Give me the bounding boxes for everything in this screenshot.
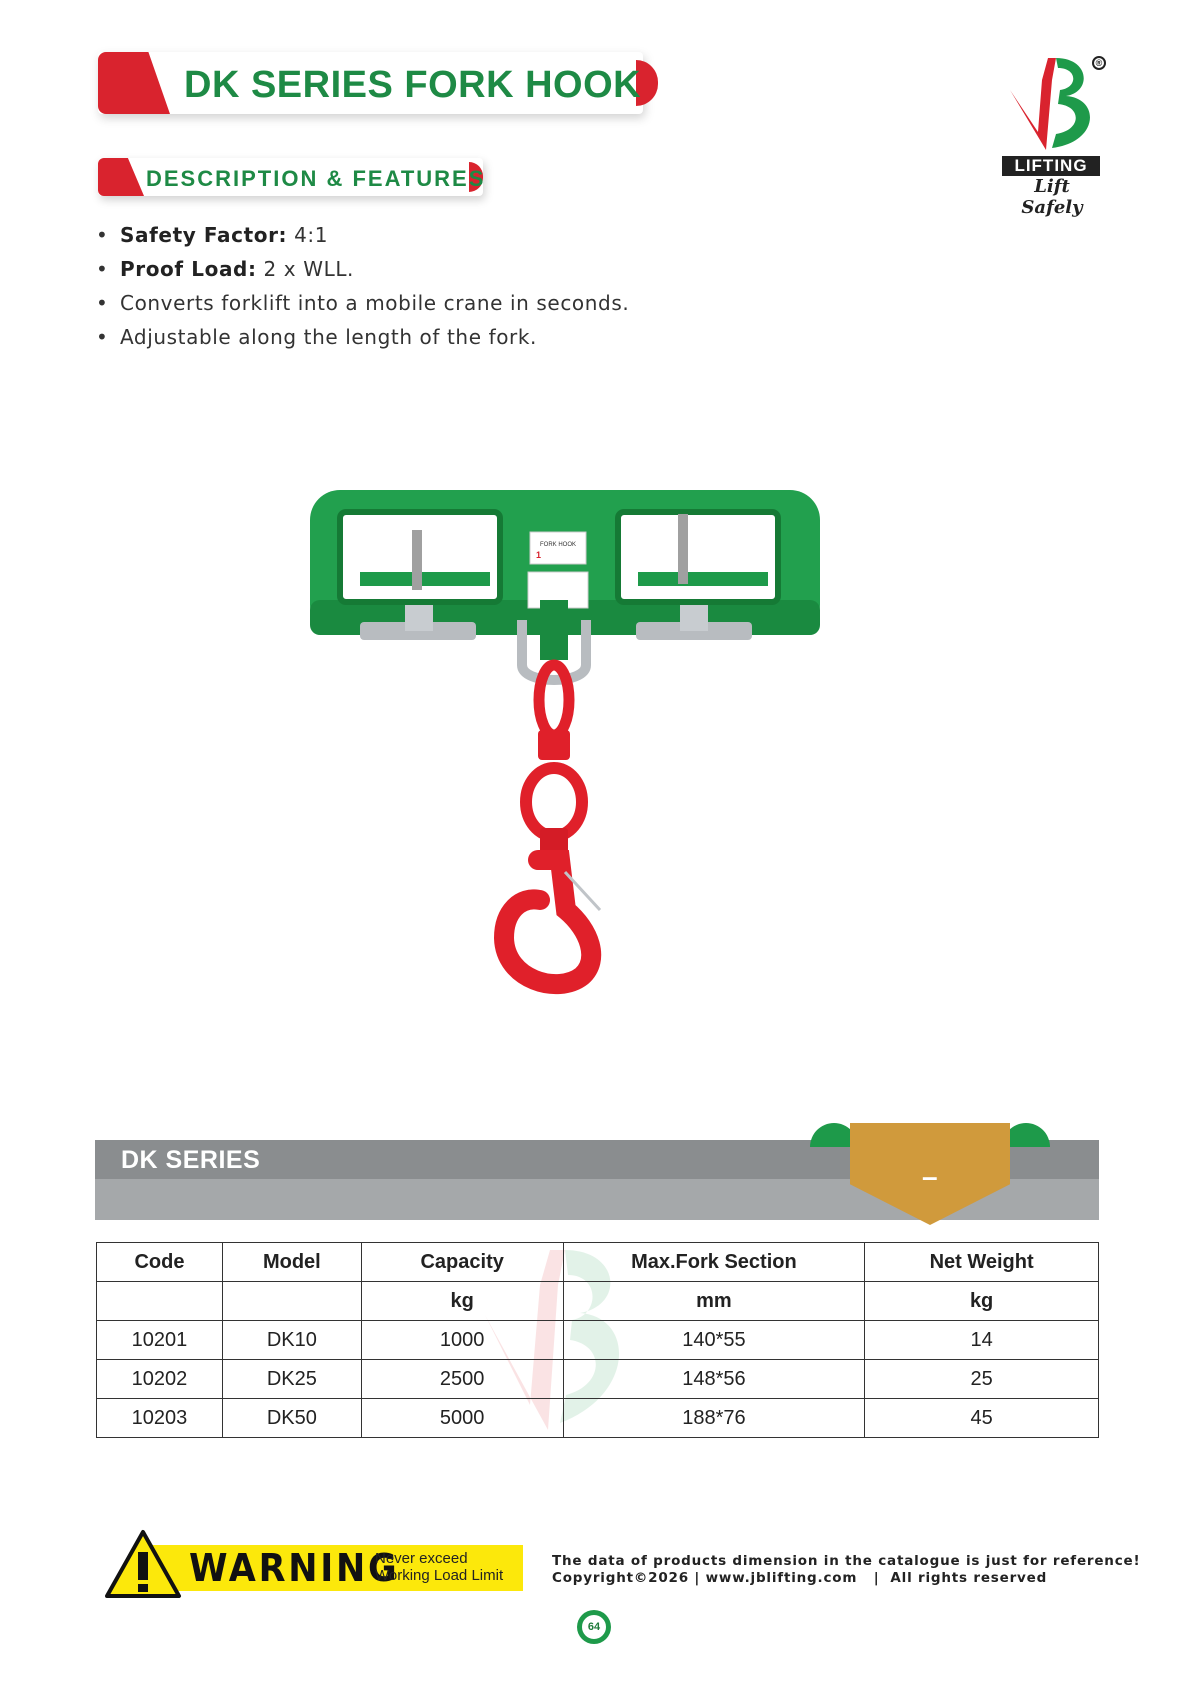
page-number: 64 <box>581 1614 607 1640</box>
feature-label: Safety Factor: <box>120 223 288 247</box>
unit-cell <box>97 1282 223 1321</box>
feature-text: 2 x WLL. <box>256 257 355 281</box>
footer-reference <box>552 1553 1140 1587</box>
table-cell: 25 <box>865 1360 1099 1399</box>
registered-mark: ® <box>1092 56 1106 70</box>
table-cell: 188*76 <box>563 1399 865 1438</box>
table-cell: 5000 <box>361 1399 563 1438</box>
feature-label: Proof Load: <box>120 257 257 281</box>
table-row <box>97 1399 1099 1438</box>
table-cell: 2500 <box>361 1360 563 1399</box>
reference-text: The data of products dimension in the catalogue is just for reference! <box>552 1553 1141 1569</box>
jb-lifting-logo <box>1000 50 1110 218</box>
logo-wordmark: LIFTING <box>1002 156 1100 176</box>
series-tab-badge <box>810 1123 1050 1225</box>
feature-item <box>96 218 629 252</box>
copyright-text: Copyright©2026 | www.jblifting.com | All rights reserved <box>552 1570 1048 1586</box>
table-cell: 10203 <box>97 1399 223 1438</box>
logo-tagline: Lift Safely <box>1021 176 1083 218</box>
table-cell: 10202 <box>97 1360 223 1399</box>
features-list <box>96 218 629 354</box>
header-cell: Capacity <box>361 1243 563 1282</box>
header-cell: Code <box>97 1243 223 1282</box>
table-cell: 10201 <box>97 1321 223 1360</box>
section-title: DESCRIPTION & FEATURES <box>146 166 486 191</box>
header-cell: Model <box>222 1243 361 1282</box>
page-title-banner <box>98 52 658 118</box>
table-header-row <box>97 1243 1099 1282</box>
feature-text: Converts forklift into a mobile crane in seconds. <box>120 291 630 315</box>
unit-cell: kg <box>361 1282 563 1321</box>
fork-hook-photo <box>300 490 860 1050</box>
unit-cell: mm <box>563 1282 865 1321</box>
feature-item <box>96 252 629 286</box>
table-unit-row <box>97 1282 1099 1321</box>
header-cell: Max.Fork Section <box>563 1243 865 1282</box>
table-cell: 140*55 <box>563 1321 865 1360</box>
svg-text:FORK HOOK: FORK HOOK <box>540 542 577 548</box>
table-cell: 14 <box>865 1321 1099 1360</box>
table-cell: DK25 <box>222 1360 361 1399</box>
feature-text: 4:1 <box>287 223 329 247</box>
feature-item <box>96 320 629 354</box>
table-cell: DK50 <box>222 1399 361 1438</box>
table-cell: DK10 <box>222 1321 361 1360</box>
warning-word: WARNING <box>189 1546 400 1590</box>
series-title: DK SERIES <box>121 1146 261 1174</box>
warning-note: Never exceed Working Load Limit <box>375 1550 504 1584</box>
warning-triangle-icon <box>103 1528 183 1600</box>
table-cell: 148*56 <box>563 1360 865 1399</box>
table-cell: 45 <box>865 1399 1099 1438</box>
page-title: DK SERIES FORK HOOK <box>184 64 642 106</box>
page-number-badge <box>577 1610 611 1644</box>
series-tab-mark: – <box>922 1161 938 1192</box>
table-row <box>97 1321 1099 1360</box>
unit-cell: kg <box>865 1282 1099 1321</box>
unit-cell <box>222 1282 361 1321</box>
spec-table <box>96 1242 1099 1438</box>
feature-item <box>96 286 629 320</box>
fork-hook-illustration-icon <box>300 490 860 1050</box>
feature-text: Adjustable along the length of the fork. <box>120 325 538 349</box>
table-cell: 1000 <box>361 1321 563 1360</box>
table-row <box>97 1360 1099 1399</box>
section-title-banner <box>98 158 498 198</box>
svg-text:1: 1 <box>536 550 542 560</box>
header-cell: Net Weight <box>865 1243 1099 1282</box>
warning-banner <box>103 1528 523 1602</box>
